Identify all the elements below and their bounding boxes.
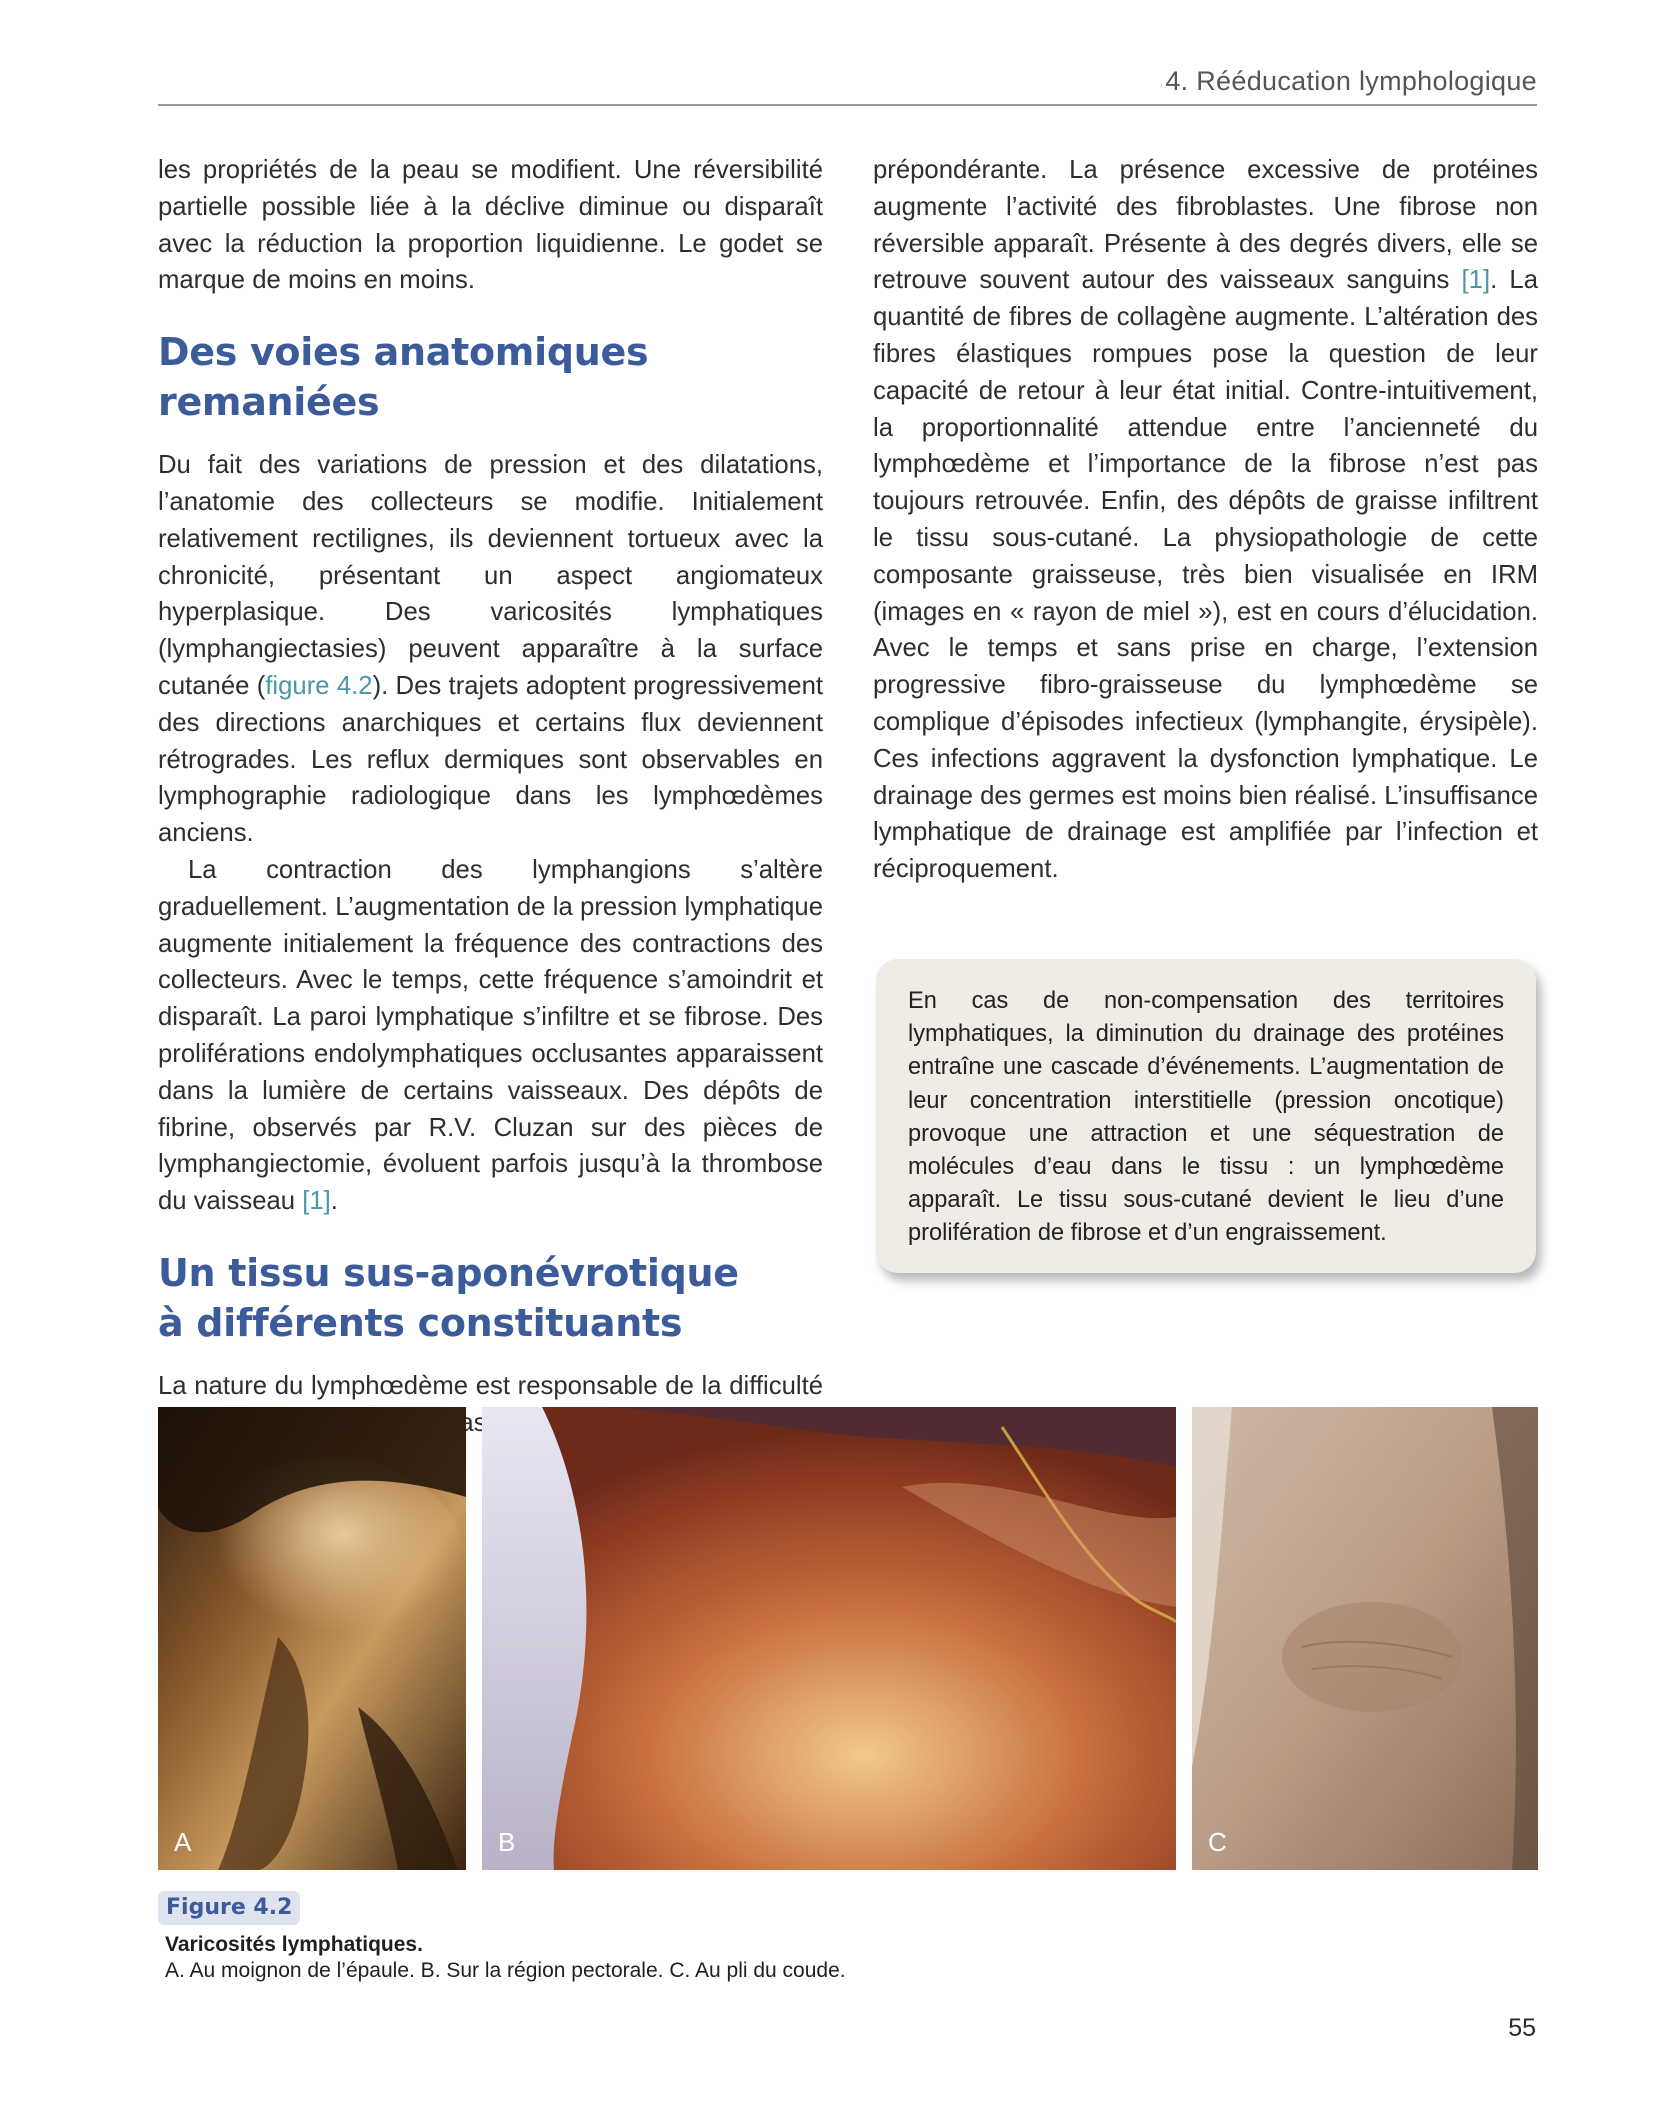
text-run: La contraction des lymphangions s’altère graduellement. L’augmentation de la pression lymphatique augmente initialement la fréquence des contractions des collecteurs. Avec le temps, cette fréquence s’amoindrit et disparaît. La paroi lymphatique s’infiltre et se fibrose. Des proliférations endolymphatiques occlusantes apparaissent dans la lumière de certains vaisseaux. Des dépôts de fibrine, observés par R.V. Cluzan sur des pièces de lymphangiectomie, évoluent parfois jusqu’à la thrombose du vaisseau bbox=[158, 855, 823, 1216]
callout-box bbox=[876, 959, 1536, 1273]
paragraph: les propriétés de la peau se modifient. Une réversibilité partielle possible liée à la déclive diminue ou disparaît avec la réduction la proportion liquidienne. Le godet se marque de moins en moins. bbox=[158, 156, 823, 295]
running-head bbox=[158, 66, 1537, 106]
citation-link[interactable]: [1] bbox=[1461, 266, 1491, 295]
paragraph: La nature du lymphœdème est responsable de la difficulté bbox=[158, 1371, 823, 1400]
figure-photo-c bbox=[1192, 1407, 1538, 1870]
page-number: 55 bbox=[1508, 2014, 1536, 2042]
left-column bbox=[158, 152, 823, 1442]
running-head-text: 4. Rééducation lymphologique bbox=[1165, 66, 1537, 96]
panel-label: B bbox=[498, 1827, 516, 1857]
figure-caption: A. Au moignon de l’épaule. B. Sur la région pectorale. C. Au pli du coude. bbox=[165, 1959, 846, 1982]
callout-text: En cas de non-compensation des territoires lymphatiques, la diminution du drainage des protéines entraîne une cascade d’événements. L’augmentation de leur concentration interstitielle (pression oncotique) provoque une attraction et une séquestration de molécules d’eau dans le tissu : un lymphœdème apparaît. Le tissu sous-cutané devient le lieu d’une prolifération de fibrose et d’un engraissement. bbox=[908, 988, 1504, 1247]
figure-badge: Figure 4.2 bbox=[158, 1891, 300, 1925]
figure-reference-link[interactable]: figure 4.2 bbox=[265, 671, 373, 700]
figure-photo-a bbox=[158, 1407, 466, 1870]
section-heading bbox=[158, 1248, 823, 1348]
figure-photo-b bbox=[482, 1407, 1176, 1870]
panel-label: A bbox=[174, 1827, 192, 1857]
text-run: ). Des trajets adoptent progressivement des directions anarchiques et certains flux deviennent rétrogrades. Les reflux dermiques sont observables en lymphographie radiologique dans les lymphœdèmes anciens. bbox=[158, 671, 823, 848]
right-column bbox=[873, 152, 1538, 888]
heading-line: Un tissu sus-aponévrotique bbox=[158, 1250, 739, 1295]
figure-title: Varicosités lymphatiques. bbox=[165, 1933, 423, 1956]
paragraph bbox=[158, 852, 823, 1220]
text-run: prépondérante. La présence excessive de protéines augmente l’activité des fibroblastes. Une fibrose non réversible apparaît. Présente à des degrés divers, elle se retrouve souvent autour des vaisseaux sanguins bbox=[873, 156, 1538, 295]
paragraph bbox=[873, 152, 1538, 888]
photo-b-image bbox=[482, 1407, 1176, 1870]
panel-label: C bbox=[1208, 1827, 1227, 1857]
citation-link[interactable]: [1] bbox=[302, 1187, 331, 1216]
photo-a-image bbox=[158, 1407, 466, 1870]
text-run: . La quantité de fibres de collagène augmente. L’altération des fibres élastiques rompues pose la question de leur capacité de retour à leur état initial. Contre-intuitivement, la proportionnalité attendue entre l’ancienneté du lymphœdème et l’importance de la fibrose n’est pas toujours retrouvée. Enfin, des dépôts de graisse infiltrent le tissu sous-cutané. La physiopathologie de cette composante graisseuse, très bien visualisée en IRM (images en « rayon de miel »), est en cours d’élucidation. Avec le temps et sans prise en charge, l’extension progressive fibro-graisseuse du lymphœdème se complique d’épisodes infectieux (lymphangite, érysipèle). Ces infections aggravent la dysfonction lymphatique. Le drainage des germes est moins bien réalisé. L’insuffisance lymphatique de drainage est amplifiée par l’infection et réciproquement. bbox=[873, 266, 1538, 884]
text-run: . bbox=[330, 1187, 338, 1216]
heading-line: à différents constituants bbox=[158, 1300, 683, 1345]
paragraph bbox=[158, 447, 823, 852]
section-heading: Des voies anatomiques remaniées bbox=[158, 330, 649, 425]
text-run: Du fait des variations de pression et des dilatations, l’anatomie des collecteurs se modifie. Initialement relativement rectilignes, ils deviennent tortueux avec la chronicité, présentant un aspect angiomateux hyperplasique. Des varicosités lymphatiques (lymphangiectasies) peuvent apparaître à la surface cutanée ( bbox=[158, 451, 823, 700]
photo-c-image bbox=[1192, 1407, 1538, 1870]
